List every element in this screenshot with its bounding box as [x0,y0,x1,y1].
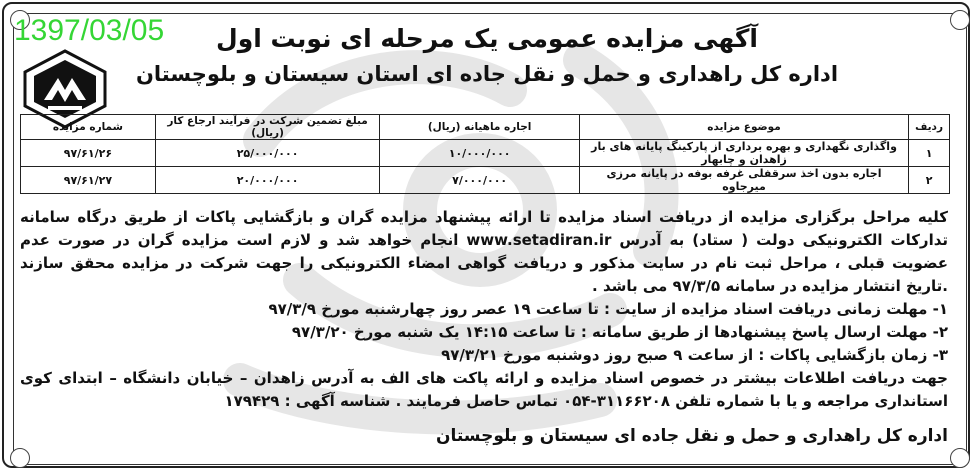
deadline-item-2: ۲- مهلت ارسال پاسخ پیشنهادها از طریق سامانه : تا ساعت ۱۴:۱۵ یک شنبه مورخ ۹۷/۳/۲۰ [291,323,948,341]
table-row [21,140,950,167]
notice-subtitle: اداره کل راهداری و حمل و نقل جاده ای استان سیستان و بلوچستان [135,62,839,86]
issuer-signature: اداره کل راهداری و حمل و نقل جاده ای سیستان و بلوچستان [435,426,948,446]
date-stamp: 1397/03/05 [14,14,165,47]
header-guarantee-amount: مبلغ تضمین شرکت در فرآیند ارجاع کار (ریال) [155,115,380,140]
header-monthly-rent: اجاره ماهیانه (ریال) [380,115,580,140]
cell-subject: واگذاری نگهداری و بهره برداری از پارکینگ پایانه های بار زاهدان و چابهار [579,140,908,167]
deadline-item-1: ۱- مهلت زمانی دریافت اسناد مزایده از سایت : تا ساعت ۱۹ عصر روز چهارشنبه مورخ ۹۷/۳/۹ [268,300,948,318]
cell-row-number: ۱ [909,140,950,167]
corner-ornament [950,448,970,468]
header-auction-number: شماره مزایده [21,115,156,140]
header-subject: موضوع مزایده [579,115,908,140]
cell-monthly-rent: ۱۰/۰۰۰/۰۰۰ [380,140,580,167]
cell-subject: اجاره بدون اخذ سرقفلی غرفه بوفه در پایانه مرزی میرجاوه [579,167,908,194]
notice-title: آگهی مزایده عمومی یک مرحله ای نوبت اول [216,24,758,53]
header-row-number: ردیف [909,115,950,140]
cell-auction-number: ۹۷/۶۱/۲۶ [21,140,156,167]
table-row [21,167,950,194]
deadline-item-3: ۳- زمان بازگشایی پاکات : از ساعت ۹ صبح روز دوشنبه مورخ ۹۷/۳/۲۱ [441,346,948,364]
contact-paragraph: جهت دریافت اطلاعات بیشتر در خصوص اسناد مزایده و ارائه پاکت های الف به آدرس زاهدان – خیابان دانشگاه – ابتدای کوی استانداری مراجعه و یا با شماره تلفن ۳۱۱۶۶۲۰۸-۰۵۴ تماس حاصل فرمایند . شناسه آگهی : ۱۷۹۴۲۹ [20,369,948,410]
auction-table [20,114,950,194]
table-header-row [21,115,950,140]
cell-guarantee-amount: ۲۰/۰۰۰/۰۰۰ [155,167,380,194]
corner-ornament [950,10,970,30]
cell-guarantee-amount: ۲۵/۰۰۰/۰۰۰ [155,140,380,167]
procedure-paragraph: کلیه مراحل برگزاری مزایده از دریافت اسناد مزایده تا ارائه پیشنهاد مزایده گران و بازگشایی پاکات از طریق درگاه سامانه تدارکات الکترونیکی دولت ( ستاد) به آدرس www.setadiran.ir انجام خواهد شد و لازم است مزایده گران در صورت عدم عضویت قبلی ، مراحل ثبت نام در سایت مذکور و دریافت گواهی امضاء الکترونیکی را جهت شرکت در مزایده محقق سازند .تاریخ انتشار مزایده در سامانه ۹۷/۳/۵ می باشد . [20,208,949,295]
notice-body [20,206,948,413]
cell-monthly-rent: ۷/۰۰۰/۰۰۰ [380,167,580,194]
cell-auction-number: ۹۷/۶۱/۲۷ [21,167,156,194]
corner-ornament [10,448,30,468]
cell-row-number: ۲ [909,167,950,194]
